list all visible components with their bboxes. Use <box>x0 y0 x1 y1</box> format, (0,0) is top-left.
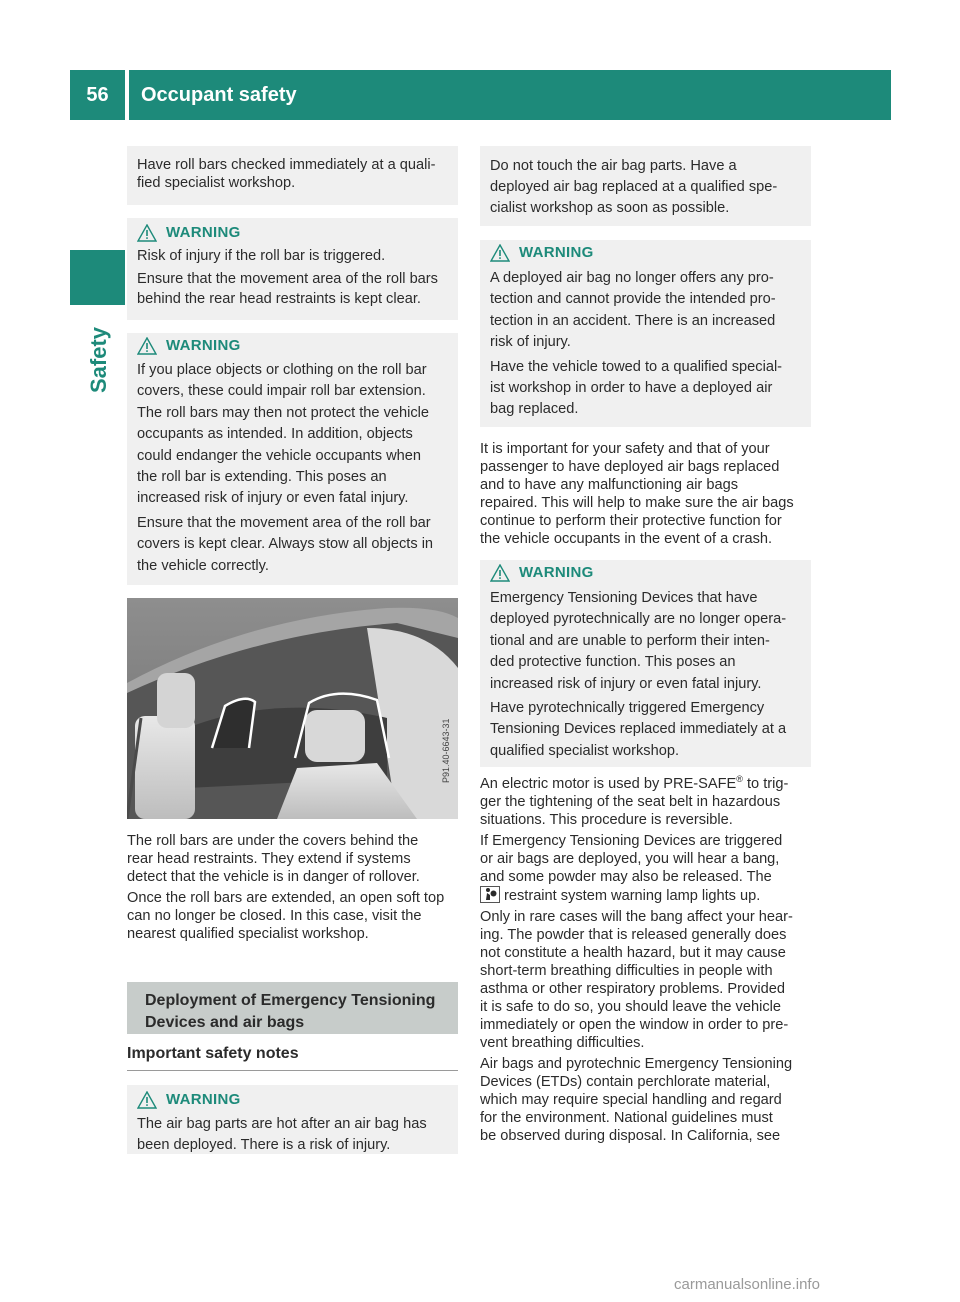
body-line: continue to perform their protective function for <box>480 513 782 529</box>
warning-box-hot-airbag <box>127 1085 458 1154</box>
intro-line: Have roll bars checked immediately at a quali- <box>137 157 436 173</box>
body-line <box>480 775 820 793</box>
body-line: immediately or open the window in order to pre- <box>480 1017 789 1033</box>
warning-icon <box>137 337 157 355</box>
warning-text: tection and cannot provide the intended pro- <box>490 291 776 308</box>
roll-bar-paragraph <box>127 832 467 943</box>
body-line: vent breathing difficulties. <box>480 1035 645 1051</box>
warning-text: The roll bars may then not protect the vehicle <box>137 404 430 421</box>
warning-text: the vehicle correctly. <box>137 557 269 574</box>
warning-text: Have the vehicle towed to a qualified special- <box>490 358 783 375</box>
warning-icon <box>490 564 510 582</box>
warning-text: behind the rear head restraints is kept clear. <box>137 291 421 307</box>
page-number: 56 <box>70 70 125 120</box>
warning-text: risk of injury. <box>490 334 571 351</box>
figure-code <box>441 718 451 783</box>
note-line: deployed air bag replaced at a qualified spe- <box>490 179 778 195</box>
body-line: It is important for your safety and that of your <box>480 441 770 457</box>
body-line: can no longer be closed. In this case, visit the <box>127 908 422 924</box>
warning-text: Risk of injury if the roll bar is triggered. <box>137 248 386 264</box>
body-line: passenger to have deployed air bags replaced <box>480 459 780 475</box>
warning-title <box>490 242 801 264</box>
warning-text: could endanger the vehicle occupants when <box>137 447 421 464</box>
warning-title-text: WARNING <box>166 1091 241 1108</box>
airbag-importance-paragraph <box>480 440 820 548</box>
warning-title-text: WARNING <box>166 224 241 241</box>
warning-box-roll-bar-objects <box>127 333 458 585</box>
warning-text: covers, these could impair roll bar extension. <box>137 383 426 400</box>
body-line: Devices (ETDs) contain perchlorate material, <box>480 1074 771 1090</box>
body-line: be observed during disposal. In California, see <box>480 1128 781 1144</box>
warning-title <box>137 222 448 244</box>
body-text-segment: An electric motor is used by PRE-SAFE <box>480 776 737 792</box>
body-line: which may require special handling and regard <box>480 1092 782 1108</box>
warning-text: tection in an accident. There is an increased <box>490 312 776 329</box>
note-line: cialist workshop as soon as possible. <box>490 200 730 216</box>
body-line: ing. The powder that is released generally does <box>480 927 787 943</box>
body-line: Once the roll bars are extended, an open soft top <box>127 890 445 906</box>
warning-text: occupants as intended. In addition, objects <box>137 426 413 443</box>
side-tab-label: Safety <box>86 326 111 394</box>
body-line: Air bags and pyrotechnic Emergency Tensioning <box>480 1056 793 1072</box>
intro-line: fied specialist workshop. <box>137 175 296 191</box>
warning-title-text: WARNING <box>519 564 594 581</box>
warning-title <box>490 562 801 584</box>
warning-box-roll-bar-trigger <box>127 218 458 320</box>
warning-text: A deployed air bag no longer offers any pro- <box>490 270 774 286</box>
section-heading-line: Deployment of Emergency Tensioning <box>145 992 436 1009</box>
warning-text: covers is kept clear. Always stow all objects in <box>137 536 434 553</box>
pre-safe-paragraphs <box>480 775 820 1145</box>
warning-text: Tensioning Devices replaced immediately at a <box>490 721 787 738</box>
section-heading <box>127 982 458 1034</box>
section-title: Occupant safety <box>129 70 891 120</box>
body-line: and some powder may also be released. The <box>480 869 772 885</box>
body-line: nearest qualified specialist workshop. <box>127 926 369 942</box>
warning-box-deployed-airbag <box>480 240 811 427</box>
warning-text: increased risk of injury or even fatal injury. <box>137 490 409 507</box>
body-line: not constitute a health hazard, but it may cause <box>480 945 786 961</box>
body-line: short-term breathing difficulties in people with <box>480 963 773 979</box>
body-line <box>480 886 820 905</box>
body-text-segment: to trig- <box>742 776 789 792</box>
section-heading-line: Devices and air bags <box>145 1014 305 1031</box>
warning-title-text: WARNING <box>519 244 594 261</box>
body-line: and to have any malfunctioning air bags <box>480 477 738 493</box>
body-line: rear head restraints. They extend if systems <box>127 851 411 867</box>
body-line: asthma or other respiratory problems. Provided <box>480 981 785 997</box>
body-line: Only in rare cases will the bang affect your hear- <box>480 909 793 925</box>
warning-text: tional and are unable to perform their inten- <box>490 632 770 649</box>
warning-text: ist workshop in order to have a deployed air <box>490 380 773 397</box>
warning-text: bag replaced. <box>490 401 579 418</box>
warning-text: deployed pyrotechnically are no longer opera- <box>490 611 787 628</box>
warning-text: The air bag parts are hot after an air bag has <box>137 1116 427 1132</box>
warning-text: qualified specialist workshop. <box>490 742 680 759</box>
warning-text: Emergency Tensioning Devices that have <box>490 590 758 606</box>
sub-heading: Important safety notes <box>127 1045 458 1071</box>
roll-bar-illustration <box>127 598 458 819</box>
warning-title <box>137 1089 448 1111</box>
body-line: If Emergency Tensioning Devices are triggered <box>480 833 783 849</box>
warning-text: the roll bar is extending. This poses an <box>137 469 387 486</box>
warning-title-text: WARNING <box>166 337 241 354</box>
airbag-touch-note <box>480 146 811 226</box>
warning-text: Ensure that the movement area of the roll bars <box>137 271 438 287</box>
body-line: the vehicle occupants in the event of a crash. <box>480 531 773 547</box>
warning-text: been deployed. There is a risk of injury. <box>137 1137 391 1153</box>
body-line: ger the tightening of the seat belt in hazardous <box>480 794 781 810</box>
watermark: carmanualsonline.info <box>674 1276 820 1293</box>
warning-text: Have pyrotechnically triggered Emergency <box>490 700 765 717</box>
warning-icon <box>490 244 510 262</box>
warning-text: ded protective function. This poses an <box>490 654 736 671</box>
note-line: Do not touch the air bag parts. Have a <box>490 158 737 174</box>
body-line: it is safe to do so, you should leave the vehicle <box>480 999 781 1015</box>
figure-code-text: P91.40-6643-31 <box>441 718 451 783</box>
body-line: The roll bars are under the covers behind the <box>127 833 419 849</box>
warning-text: increased risk of injury or even fatal injury. <box>490 675 762 692</box>
side-tab-marker <box>70 250 125 305</box>
body-line: for the environment. National guidelines must <box>480 1110 773 1126</box>
warning-text: If you place objects or clothing on the roll bar <box>137 362 427 378</box>
registered-mark: ® <box>736 774 743 785</box>
warning-title <box>137 335 448 357</box>
body-line: or air bags are deployed, you will hear a bang, <box>480 851 780 867</box>
body-line: situations. This procedure is reversible. <box>480 812 733 828</box>
warning-box-etd <box>480 560 811 767</box>
warning-icon <box>137 224 157 242</box>
body-line: detect that the vehicle is in danger of rollover. <box>127 869 420 885</box>
warning-icon <box>137 1091 157 1109</box>
body-text-segment: restraint system warning lamp lights up. <box>504 888 761 904</box>
seat-occupant-airbag-icon <box>480 886 500 903</box>
body-line: repaired. This will help to make sure the air bags <box>480 495 794 511</box>
warning-text: Ensure that the movement area of the roll bar <box>137 514 431 531</box>
intro-note <box>127 146 458 205</box>
